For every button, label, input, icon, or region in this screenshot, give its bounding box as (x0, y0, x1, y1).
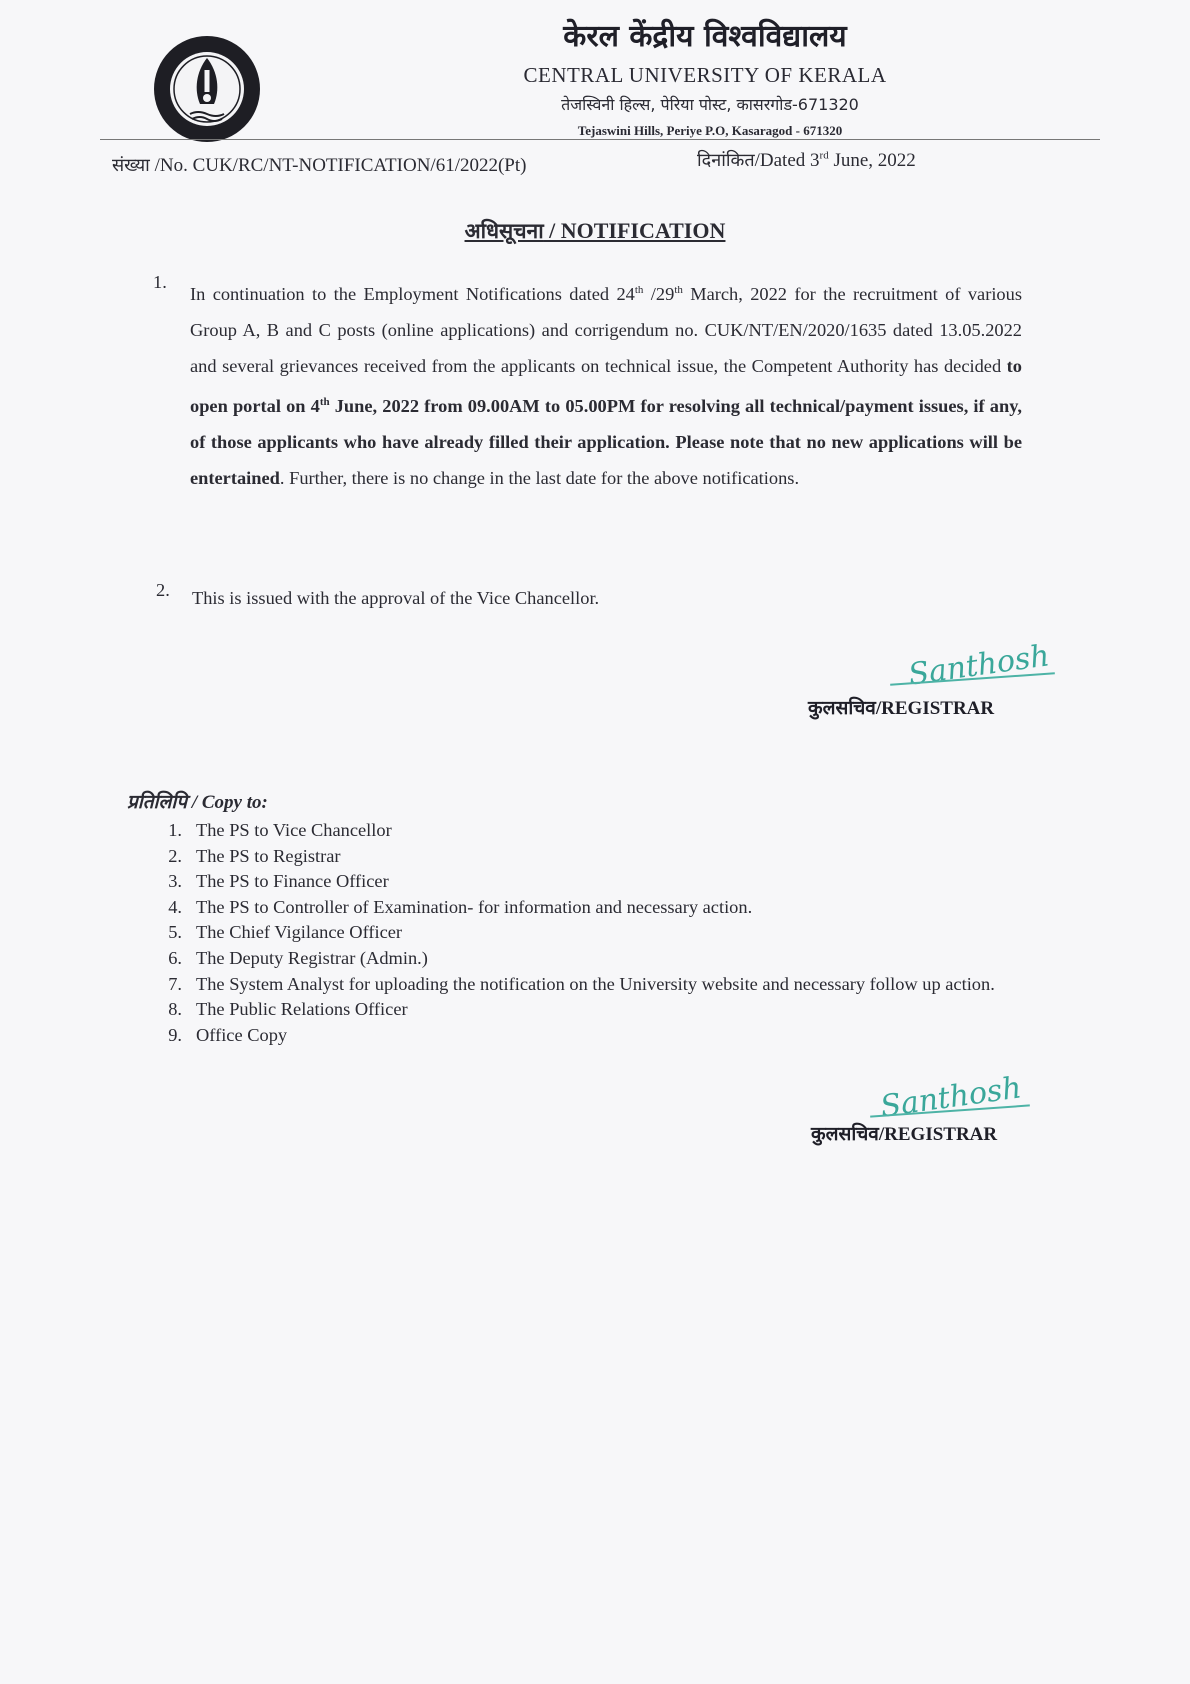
list-item-number: 5. (168, 922, 182, 943)
page-title (0, 217, 1190, 245)
university-seal-icon (152, 34, 262, 144)
reference-text: /No. CUK/RC/NT-NOTIFICATION/61/2022(Pt) (149, 155, 527, 176)
registrar-english: /REGISTRAR (875, 698, 995, 719)
list-item (152, 895, 1032, 921)
list-item (152, 972, 1032, 998)
list-item-text: The PS to Registrar (196, 845, 341, 866)
list-item-number: 2. (168, 845, 182, 866)
list-item-number: 4. (168, 896, 182, 917)
list-item (152, 1023, 1032, 1049)
date-prefix: /Dated 3 (754, 150, 820, 171)
address-english: Tejaswini Hills, Periye P.O, Kasaragod - 671320 (577, 123, 843, 138)
para1-s1: th (634, 284, 644, 296)
list-item (152, 818, 1032, 844)
para1-s2: th (674, 284, 683, 296)
list-item (152, 920, 1032, 946)
copy-to-hindi: प्रतिलिपि (127, 791, 188, 813)
registrar-signature-copy: Santhosh (878, 1070, 1024, 1125)
registrar-title (808, 694, 994, 720)
address-hindi: तेजस्विनी हिल्स, पेरिया पोस्ट, कासरगोड-671320 (561, 95, 859, 114)
list-item-text: The PS to Finance Officer (196, 871, 389, 892)
date-label-hindi: दिनांकित (697, 150, 755, 171)
registrar-english-copy: /REGISTRAR (878, 1124, 998, 1145)
date-sup: rd (819, 149, 829, 162)
para1-b1: to open portal on 4 (190, 356, 1022, 417)
para1-text (190, 272, 1022, 496)
registrar-hindi-copy: कुलसचिव (811, 1123, 879, 1145)
date-suffix: June, 2022 (828, 150, 916, 171)
para1-bs: th (319, 396, 330, 409)
header-divider (100, 139, 1100, 140)
para1-b2: June, 2022 from 09.00AM to 05.00PM for resolving all technical/payment issues, if any, of those applicants who have already filled their application. Please note that no new applications will be entertained (190, 396, 1022, 489)
reference-date (697, 148, 916, 172)
list-item-number: 8. (168, 999, 182, 1020)
copy-to-list (152, 818, 1032, 1048)
list-item-text: The Chief Vigilance Officer (196, 922, 403, 943)
list-item-number: 6. (168, 947, 182, 968)
para1-t4: . Further, there is no change in the last date for the above notifications. (279, 468, 800, 489)
list-item-text: The PS to Vice Chancellor (196, 820, 392, 840)
para1-t2: /29 (643, 284, 675, 305)
registrar-title-copy (811, 1120, 997, 1146)
title-hindi: अधिसूचना (464, 219, 544, 243)
para2-text: This is issued with the approval of the Vice Chancellor. (192, 588, 600, 608)
reference-number (112, 153, 526, 177)
list-item (152, 844, 1032, 870)
registrar-signature: Santhosh (906, 638, 1052, 693)
reference-label-hindi: संख्या (112, 155, 150, 176)
list-item-number: 7. (168, 973, 182, 994)
para1-t3: March, 2022 for the recruitment of various Group A, B and C posts (online applications) and corrigendum no. CUK/NT/EN/2020/1635 dated 13.05.2022 and several grievances received from the applicants on technical issue, the Competent Authority has decided (190, 284, 1022, 377)
list-item-number: 9. (168, 1024, 182, 1045)
list-item-text: The System Analyst for uploading the notification on the University website and necessary follow up action. (196, 973, 995, 994)
list-item-number: 1. (168, 820, 182, 840)
list-item-text: The Public Relations Officer (196, 999, 408, 1020)
list-item-text: Office Copy (196, 1024, 288, 1045)
list-item (152, 946, 1032, 972)
university-name-english: CENTRAL UNIVERSITY OF KERALA (523, 63, 887, 87)
para2-number: 2. (156, 580, 170, 600)
para1-t1: In continuation to the Employment Notifications dated 24 (190, 284, 635, 305)
list-item-text: The Deputy Registrar (Admin.) (196, 947, 428, 968)
para1-number: 1. (153, 272, 167, 292)
list-item-text: The PS to Controller of Examination- for information and necessary action. (196, 896, 753, 917)
registrar-hindi: कुलसचिव (808, 697, 876, 719)
list-item (152, 997, 1032, 1023)
copy-to-heading (127, 788, 268, 814)
title-english: / NOTIFICATION (543, 218, 726, 243)
list-item (152, 869, 1032, 895)
copy-to-english: / Copy to: (187, 792, 268, 813)
list-item-number: 3. (168, 871, 182, 892)
university-name-hindi: केरल केंद्रीय विश्वविद्यालय (563, 19, 847, 54)
